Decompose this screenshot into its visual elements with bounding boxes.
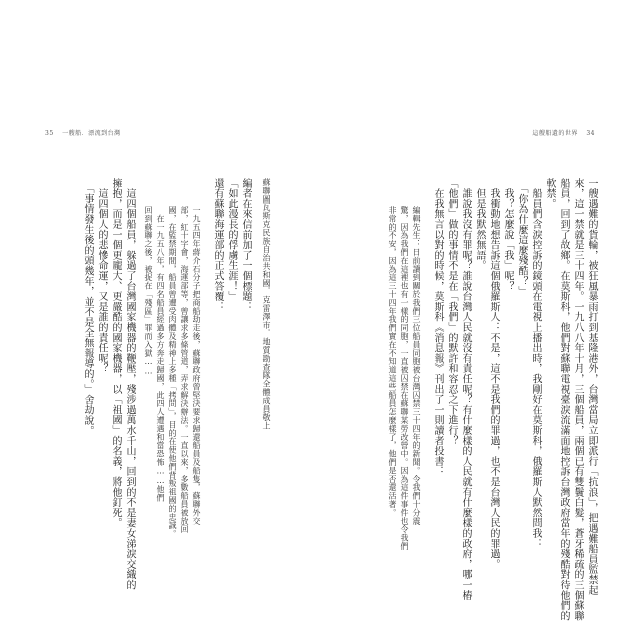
text-line: 編者在來信前加了一個標題： bbox=[240, 178, 251, 312]
reply-line: 國，在監禁期間，船員曾遭受肉體及精神上多種「拷問」，目的在使他們背叛祖國的忠誠。 bbox=[168, 206, 177, 538]
text-line: 「你為什麼這麼殘酷？」 bbox=[516, 178, 527, 297]
text-line: 誰說我沒有罪呢？誰說台灣人民就沒有責任呢？有什麼樣的人民就有什麼樣的政府，哪一樁 bbox=[460, 178, 471, 601]
text-line: 但是我默然無語。 bbox=[474, 178, 485, 271]
text-line: 軟禁。 bbox=[544, 178, 555, 209]
text-line: 「他們」做的事情不是在「我們」的默許和容忍之下進行？ bbox=[446, 178, 457, 446]
left-page-header bbox=[42, 128, 124, 137]
text-line: 來，這一禁就是三十四年。一九八八年十月，三個船員，兩個已有雙鬢白髮，蒼牙稀疏的三個蘇聯 bbox=[572, 178, 583, 621]
text-line: 船員們含淚控訴的鏡頭在電視上播出時，我剛好在莫斯科，俄羅斯人默然問我： bbox=[530, 178, 541, 549]
reply-line: 部，紅十字會，海運部等，曾讓求多條管道，弄求解決辦法。一直以來，多數船員被放回 bbox=[180, 206, 189, 534]
text-line: 「事情發生後的頭幾年，並不是全無報導的。」舍劫說。 bbox=[82, 178, 93, 436]
reply-line: 回到蘇聯之後，被捉在「殘區」罪而入獄…… bbox=[144, 206, 153, 376]
left-running-title: 一艘船．漂流到台灣 bbox=[62, 130, 121, 137]
text-line: 「如此漫長的俘虜生涯！」 bbox=[226, 178, 237, 302]
letter-line: 非常的不安，因為這三十四年我們實在不知道這些船員怎麼樣了，他們是否還活著。 bbox=[388, 206, 397, 517]
letter-line: 編輯先生：日前讀到關於我們三位船員同胞被台灣囚禁三十四年的新聞。令我們十分震 bbox=[412, 206, 421, 526]
right-page-number: 34 bbox=[586, 130, 595, 137]
reply-line: 在一九五八年，有四名船員經過多方奔走歸國，此四人遭遇和當恐怖……他們 bbox=[156, 206, 165, 502]
reply-line: 一九五四年蔣介石分子把商船劫走後，蘇聯政府曾堅決要求歸還船員及船隻，蘇聯外交 bbox=[192, 206, 201, 526]
text-line: 我？怎麼說「我」呢？ bbox=[502, 178, 513, 292]
right-running-title: 這艘船遺的世界 bbox=[532, 130, 578, 137]
text-line: 這四個船員，躲過了台灣國家機器的鞭壓，殘涉過萬水千山，回到的不是妻女涕淚交織的 bbox=[124, 178, 135, 590]
text-line: 這四個人的悲慘命運，又是誰的責任呢？ bbox=[96, 178, 107, 374]
text-line: 擁抱，而是一個更龐大、更嚴酷的國家機器，以「祖國」的名義，將他釘死。 bbox=[110, 178, 121, 529]
letter-line: 驚，因為我們在這裡也有一樣的同胞，一直被囚禁在蘇聯某勞改營中。因為這件事件也令我們 bbox=[400, 206, 409, 551]
text-line: 還有蘇聯海運部的正式答覆： bbox=[212, 178, 223, 312]
right-page-header bbox=[529, 128, 598, 137]
text-line: 一艘遇難的貨輪，被狂風暴雨打到基隆港外，台灣當局立即派行「抗浪」，把遇難船員監禁起 bbox=[586, 178, 597, 596]
text-line: 船員，回到了故鄉。在莫斯科，他們對蘇聯電視臺淚流滿面地控訴台灣政府當年的殘酷對待他們的 bbox=[558, 178, 569, 621]
letter-signature: 蘇聯圖瓦斯克民族自治共和國．克雷澤市．地質勘查隊全體成員敬上 bbox=[262, 178, 271, 430]
text-line: 我衝動地想告訴這個俄羅斯人：不是，這不是我們的罪過，也不是台灣人民的罪過。 bbox=[488, 178, 499, 570]
left-page-number: 35 bbox=[45, 130, 54, 137]
text-line: 在我無言以對的時候，莫斯科《消息報》刊出了一則讀者投書： bbox=[432, 178, 443, 477]
